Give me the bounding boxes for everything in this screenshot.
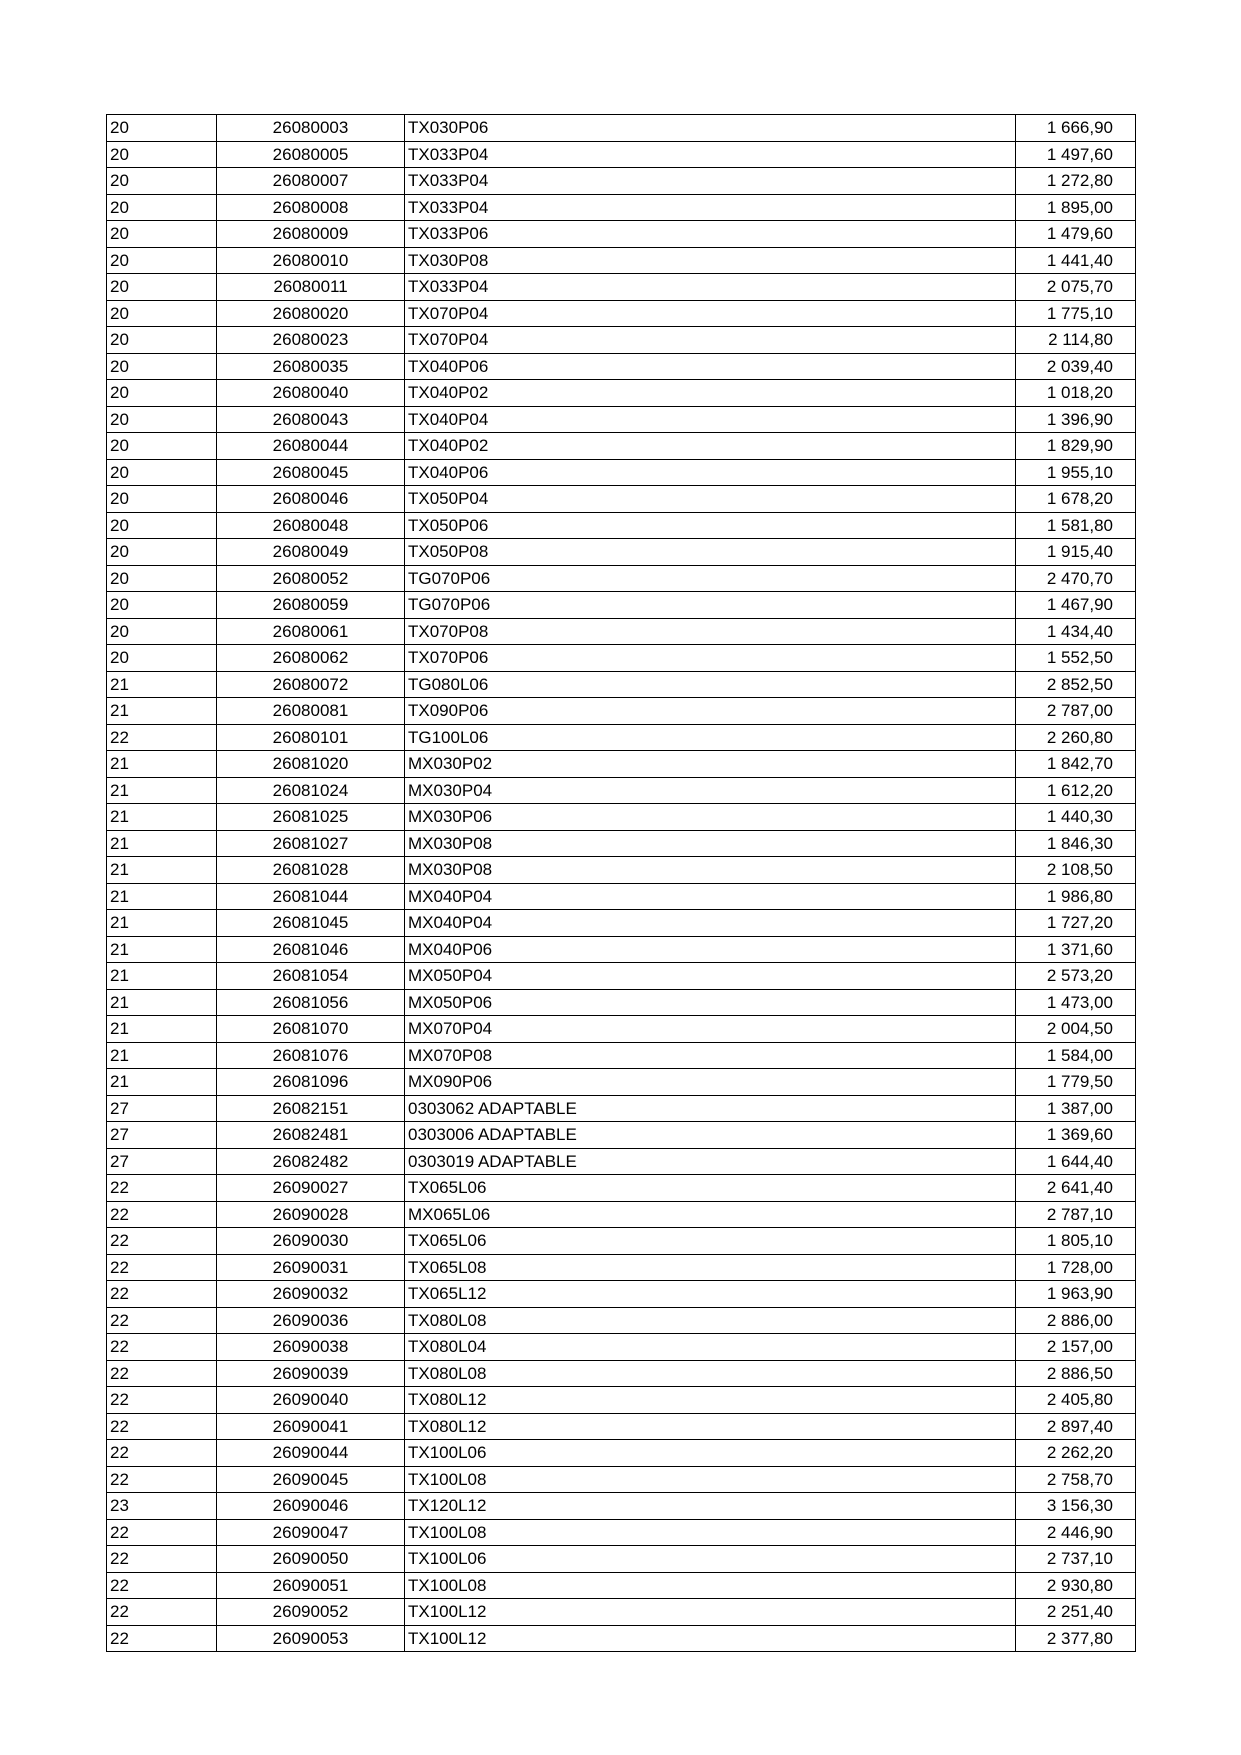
article-code-cell: 26080101 — [217, 724, 405, 751]
table-row — [107, 221, 1136, 248]
reference-cell: TX070P04 — [405, 300, 1016, 327]
group-cell: 22 — [107, 1254, 217, 1281]
article-code-cell: 26080052 — [217, 565, 405, 592]
table-row — [107, 433, 1136, 460]
reference-cell: MX070P04 — [405, 1016, 1016, 1043]
reference-cell: 0303019 ADAPTABLE — [405, 1148, 1016, 1175]
table-row — [107, 1069, 1136, 1096]
table-row — [107, 539, 1136, 566]
table-row — [107, 910, 1136, 937]
group-cell: 21 — [107, 698, 217, 725]
table-row — [107, 724, 1136, 751]
group-cell: 22 — [107, 1466, 217, 1493]
table-row — [107, 1307, 1136, 1334]
reference-cell: TX050P08 — [405, 539, 1016, 566]
group-cell: 20 — [107, 512, 217, 539]
price-cell: 2 251,40 — [1016, 1599, 1136, 1626]
article-code-cell: 26081054 — [217, 963, 405, 990]
group-cell: 20 — [107, 274, 217, 301]
table-row — [107, 1334, 1136, 1361]
article-code-cell: 26080009 — [217, 221, 405, 248]
reference-cell: TX090P06 — [405, 698, 1016, 725]
group-cell: 20 — [107, 115, 217, 142]
price-cell: 1 467,90 — [1016, 592, 1136, 619]
reference-cell: MX030P02 — [405, 751, 1016, 778]
group-cell: 20 — [107, 433, 217, 460]
article-code-cell: 26090027 — [217, 1175, 405, 1202]
group-cell: 22 — [107, 1572, 217, 1599]
group-cell: 22 — [107, 1228, 217, 1255]
reference-cell: TX033P04 — [405, 274, 1016, 301]
reference-cell: TX070P04 — [405, 327, 1016, 354]
price-cell: 2 004,50 — [1016, 1016, 1136, 1043]
group-cell: 21 — [107, 910, 217, 937]
article-code-cell: 26081096 — [217, 1069, 405, 1096]
price-cell: 2 641,40 — [1016, 1175, 1136, 1202]
group-cell: 21 — [107, 989, 217, 1016]
article-code-cell: 26080035 — [217, 353, 405, 380]
article-code-cell: 26090041 — [217, 1413, 405, 1440]
article-code-cell: 26081076 — [217, 1042, 405, 1069]
reference-cell: MX030P08 — [405, 857, 1016, 884]
price-cell: 1 986,80 — [1016, 883, 1136, 910]
table-row — [107, 883, 1136, 910]
price-cell: 1 479,60 — [1016, 221, 1136, 248]
reference-cell: TX065L12 — [405, 1281, 1016, 1308]
reference-cell: TX080L04 — [405, 1334, 1016, 1361]
reference-cell: TX065L08 — [405, 1254, 1016, 1281]
article-code-cell: 26080023 — [217, 327, 405, 354]
table-row — [107, 380, 1136, 407]
group-cell: 20 — [107, 645, 217, 672]
reference-cell: TX033P06 — [405, 221, 1016, 248]
price-cell: 1 678,20 — [1016, 486, 1136, 513]
group-cell: 20 — [107, 247, 217, 274]
group-cell: 22 — [107, 1625, 217, 1652]
group-cell: 20 — [107, 300, 217, 327]
reference-cell: TX065L06 — [405, 1228, 1016, 1255]
reference-cell: TX070P08 — [405, 618, 1016, 645]
table-row — [107, 777, 1136, 804]
table-row — [107, 1519, 1136, 1546]
group-cell: 20 — [107, 380, 217, 407]
reference-cell: MX050P06 — [405, 989, 1016, 1016]
group-cell: 22 — [107, 1546, 217, 1573]
reference-cell: TX040P06 — [405, 459, 1016, 486]
group-cell: 20 — [107, 141, 217, 168]
group-cell: 21 — [107, 671, 217, 698]
article-code-cell: 26082481 — [217, 1122, 405, 1149]
table-row — [107, 592, 1136, 619]
price-cell: 1 666,90 — [1016, 115, 1136, 142]
price-cell: 2 114,80 — [1016, 327, 1136, 354]
price-cell: 2 108,50 — [1016, 857, 1136, 884]
reference-cell: MX090P06 — [405, 1069, 1016, 1096]
article-code-cell: 26080011 — [217, 274, 405, 301]
reference-cell: 0303006 ADAPTABLE — [405, 1122, 1016, 1149]
table-row — [107, 115, 1136, 142]
table-row — [107, 274, 1136, 301]
group-cell: 21 — [107, 883, 217, 910]
table-row — [107, 247, 1136, 274]
article-code-cell: 26081046 — [217, 936, 405, 963]
reference-cell: TX065L06 — [405, 1175, 1016, 1202]
article-code-cell: 26090051 — [217, 1572, 405, 1599]
table-row — [107, 1175, 1136, 1202]
reference-cell: MX030P08 — [405, 830, 1016, 857]
article-code-cell: 26090040 — [217, 1387, 405, 1414]
price-cell: 2 852,50 — [1016, 671, 1136, 698]
article-code-cell: 26080010 — [217, 247, 405, 274]
group-cell: 21 — [107, 857, 217, 884]
group-cell: 21 — [107, 936, 217, 963]
table-row — [107, 1360, 1136, 1387]
reference-cell: MX070P08 — [405, 1042, 1016, 1069]
reference-cell: MX030P06 — [405, 804, 1016, 831]
price-cell: 1 497,60 — [1016, 141, 1136, 168]
price-cell: 1 805,10 — [1016, 1228, 1136, 1255]
price-cell: 1 955,10 — [1016, 459, 1136, 486]
price-cell: 2 886,00 — [1016, 1307, 1136, 1334]
article-code-cell: 26090038 — [217, 1334, 405, 1361]
price-cell: 2 157,00 — [1016, 1334, 1136, 1361]
article-code-cell: 26081056 — [217, 989, 405, 1016]
group-cell: 22 — [107, 1413, 217, 1440]
price-cell: 1 584,00 — [1016, 1042, 1136, 1069]
group-cell: 20 — [107, 221, 217, 248]
reference-cell: TX040P06 — [405, 353, 1016, 380]
article-code-cell: 26080049 — [217, 539, 405, 566]
table-row — [107, 168, 1136, 195]
group-cell: 20 — [107, 592, 217, 619]
price-cell: 1 441,40 — [1016, 247, 1136, 274]
table-row — [107, 830, 1136, 857]
table-row — [107, 645, 1136, 672]
reference-cell: TX100L12 — [405, 1625, 1016, 1652]
reference-cell: TX100L12 — [405, 1599, 1016, 1626]
group-cell: 20 — [107, 565, 217, 592]
reference-cell: MX065L06 — [405, 1201, 1016, 1228]
article-code-cell: 26080008 — [217, 194, 405, 221]
article-code-cell: 26080061 — [217, 618, 405, 645]
group-cell: 21 — [107, 751, 217, 778]
article-code-cell: 26090031 — [217, 1254, 405, 1281]
table-row — [107, 1281, 1136, 1308]
table-row — [107, 194, 1136, 221]
price-cell: 1 963,90 — [1016, 1281, 1136, 1308]
group-cell: 21 — [107, 1069, 217, 1096]
reference-cell: TX080L08 — [405, 1307, 1016, 1334]
reference-cell: TX080L08 — [405, 1360, 1016, 1387]
article-code-cell: 26082482 — [217, 1148, 405, 1175]
article-code-cell: 26081045 — [217, 910, 405, 937]
article-code-cell: 26090036 — [217, 1307, 405, 1334]
reference-cell: TG070P06 — [405, 565, 1016, 592]
price-table — [106, 114, 1136, 1652]
article-code-cell: 26080007 — [217, 168, 405, 195]
price-cell: 1 846,30 — [1016, 830, 1136, 857]
price-cell: 2 446,90 — [1016, 1519, 1136, 1546]
group-cell: 27 — [107, 1148, 217, 1175]
reference-cell: TG070P06 — [405, 592, 1016, 619]
group-cell: 22 — [107, 1175, 217, 1202]
table-row — [107, 1466, 1136, 1493]
group-cell: 22 — [107, 1599, 217, 1626]
price-cell: 2 573,20 — [1016, 963, 1136, 990]
article-code-cell: 26090046 — [217, 1493, 405, 1520]
price-cell: 1 272,80 — [1016, 168, 1136, 195]
reference-cell: MX040P06 — [405, 936, 1016, 963]
table-row — [107, 698, 1136, 725]
price-cell: 1 728,00 — [1016, 1254, 1136, 1281]
table-row — [107, 1572, 1136, 1599]
price-cell: 2 737,10 — [1016, 1546, 1136, 1573]
table-row — [107, 804, 1136, 831]
reference-cell: TX040P02 — [405, 380, 1016, 407]
price-cell: 1 440,30 — [1016, 804, 1136, 831]
table-row — [107, 1122, 1136, 1149]
price-cell: 1 915,40 — [1016, 539, 1136, 566]
group-cell: 21 — [107, 777, 217, 804]
reference-cell: TX100L06 — [405, 1440, 1016, 1467]
group-cell: 22 — [107, 1360, 217, 1387]
group-cell: 21 — [107, 1042, 217, 1069]
price-cell: 1 552,50 — [1016, 645, 1136, 672]
reference-cell: TX033P04 — [405, 168, 1016, 195]
price-cell: 1 581,80 — [1016, 512, 1136, 539]
price-cell: 1 829,90 — [1016, 433, 1136, 460]
table-row — [107, 1493, 1136, 1520]
group-cell: 20 — [107, 327, 217, 354]
article-code-cell: 26090030 — [217, 1228, 405, 1255]
price-cell: 1 644,40 — [1016, 1148, 1136, 1175]
article-code-cell: 26081044 — [217, 883, 405, 910]
reference-cell: TX050P04 — [405, 486, 1016, 513]
reference-cell: TX030P06 — [405, 115, 1016, 142]
article-code-cell: 26080046 — [217, 486, 405, 513]
article-code-cell: 26080003 — [217, 115, 405, 142]
table-row — [107, 459, 1136, 486]
group-cell: 22 — [107, 1440, 217, 1467]
table-row — [107, 751, 1136, 778]
group-cell: 21 — [107, 963, 217, 990]
table-row — [107, 1387, 1136, 1414]
price-cell: 1 396,90 — [1016, 406, 1136, 433]
table-row — [107, 989, 1136, 1016]
table-row — [107, 300, 1136, 327]
article-code-cell: 26090050 — [217, 1546, 405, 1573]
group-cell: 20 — [107, 168, 217, 195]
reference-cell: TG080L06 — [405, 671, 1016, 698]
table-row — [107, 857, 1136, 884]
reference-cell: TX050P06 — [405, 512, 1016, 539]
reference-cell: TX100L08 — [405, 1572, 1016, 1599]
group-cell: 27 — [107, 1122, 217, 1149]
article-code-cell: 26080043 — [217, 406, 405, 433]
article-code-cell: 26080005 — [217, 141, 405, 168]
article-code-cell: 26080081 — [217, 698, 405, 725]
price-cell: 1 018,20 — [1016, 380, 1136, 407]
price-cell: 2 470,70 — [1016, 565, 1136, 592]
article-code-cell: 26090045 — [217, 1466, 405, 1493]
reference-cell: TG100L06 — [405, 724, 1016, 751]
article-code-cell: 26090053 — [217, 1625, 405, 1652]
price-cell: 2 758,70 — [1016, 1466, 1136, 1493]
table-row — [107, 1546, 1136, 1573]
price-cell: 2 377,80 — [1016, 1625, 1136, 1652]
article-code-cell: 26080059 — [217, 592, 405, 619]
table-row — [107, 1413, 1136, 1440]
price-table-body — [107, 115, 1136, 1652]
article-code-cell: 26090028 — [217, 1201, 405, 1228]
reference-cell: TX040P02 — [405, 433, 1016, 460]
reference-cell: TX120L12 — [405, 1493, 1016, 1520]
article-code-cell: 26081025 — [217, 804, 405, 831]
article-code-cell: 26081027 — [217, 830, 405, 857]
article-code-cell: 26090052 — [217, 1599, 405, 1626]
table-row — [107, 1201, 1136, 1228]
group-cell: 20 — [107, 618, 217, 645]
reference-cell: MX040P04 — [405, 883, 1016, 910]
article-code-cell: 26090047 — [217, 1519, 405, 1546]
reference-cell: MX040P04 — [405, 910, 1016, 937]
table-row — [107, 1228, 1136, 1255]
reference-cell: MX030P04 — [405, 777, 1016, 804]
price-cell: 1 371,60 — [1016, 936, 1136, 963]
price-cell: 1 434,40 — [1016, 618, 1136, 645]
reference-cell: TX033P04 — [405, 141, 1016, 168]
price-cell: 2 260,80 — [1016, 724, 1136, 751]
group-cell: 20 — [107, 486, 217, 513]
article-code-cell: 26080020 — [217, 300, 405, 327]
table-row — [107, 406, 1136, 433]
group-cell: 22 — [107, 1201, 217, 1228]
price-cell: 2 075,70 — [1016, 274, 1136, 301]
price-cell: 1 727,20 — [1016, 910, 1136, 937]
table-row — [107, 1042, 1136, 1069]
group-cell: 22 — [107, 1387, 217, 1414]
table-row — [107, 141, 1136, 168]
reference-cell: TX100L08 — [405, 1519, 1016, 1546]
reference-cell: TX100L06 — [405, 1546, 1016, 1573]
price-cell: 3 156,30 — [1016, 1493, 1136, 1520]
table-row — [107, 1095, 1136, 1122]
article-code-cell: 26080040 — [217, 380, 405, 407]
group-cell: 22 — [107, 1281, 217, 1308]
price-cell: 2 787,00 — [1016, 698, 1136, 725]
price-cell: 2 787,10 — [1016, 1201, 1136, 1228]
table-row — [107, 1440, 1136, 1467]
group-cell: 20 — [107, 539, 217, 566]
group-cell: 22 — [107, 724, 217, 751]
article-code-cell: 26080044 — [217, 433, 405, 460]
price-cell: 2 039,40 — [1016, 353, 1136, 380]
article-code-cell: 26081024 — [217, 777, 405, 804]
price-cell: 1 775,10 — [1016, 300, 1136, 327]
article-code-cell: 26090044 — [217, 1440, 405, 1467]
reference-cell: 0303062 ADAPTABLE — [405, 1095, 1016, 1122]
group-cell: 27 — [107, 1095, 217, 1122]
table-row — [107, 963, 1136, 990]
group-cell: 20 — [107, 353, 217, 380]
table-row — [107, 565, 1136, 592]
reference-cell: TX080L12 — [405, 1387, 1016, 1414]
group-cell: 20 — [107, 194, 217, 221]
group-cell: 21 — [107, 804, 217, 831]
reference-cell: TX030P08 — [405, 247, 1016, 274]
group-cell: 22 — [107, 1307, 217, 1334]
price-cell: 2 886,50 — [1016, 1360, 1136, 1387]
table-row — [107, 1148, 1136, 1175]
price-cell: 2 405,80 — [1016, 1387, 1136, 1414]
article-code-cell: 26080072 — [217, 671, 405, 698]
price-cell: 1 842,70 — [1016, 751, 1136, 778]
group-cell: 21 — [107, 1016, 217, 1043]
reference-cell: TX033P04 — [405, 194, 1016, 221]
table-row — [107, 1254, 1136, 1281]
article-code-cell: 26080048 — [217, 512, 405, 539]
price-cell: 1 612,20 — [1016, 777, 1136, 804]
article-code-cell: 26090032 — [217, 1281, 405, 1308]
article-code-cell: 26081020 — [217, 751, 405, 778]
article-code-cell: 26090039 — [217, 1360, 405, 1387]
group-cell: 23 — [107, 1493, 217, 1520]
article-code-cell: 26080062 — [217, 645, 405, 672]
group-cell: 20 — [107, 459, 217, 486]
reference-cell: TX040P04 — [405, 406, 1016, 433]
table-row — [107, 1625, 1136, 1652]
table-row — [107, 1016, 1136, 1043]
article-code-cell: 26081070 — [217, 1016, 405, 1043]
price-cell: 1 369,60 — [1016, 1122, 1136, 1149]
price-cell: 2 930,80 — [1016, 1572, 1136, 1599]
article-code-cell: 26082151 — [217, 1095, 405, 1122]
price-cell: 1 473,00 — [1016, 989, 1136, 1016]
table-row — [107, 327, 1136, 354]
reference-cell: TX070P06 — [405, 645, 1016, 672]
reference-cell: MX050P04 — [405, 963, 1016, 990]
reference-cell: TX080L12 — [405, 1413, 1016, 1440]
table-row — [107, 486, 1136, 513]
group-cell: 22 — [107, 1519, 217, 1546]
price-cell: 2 897,40 — [1016, 1413, 1136, 1440]
table-row — [107, 618, 1136, 645]
group-cell: 21 — [107, 830, 217, 857]
table-row — [107, 671, 1136, 698]
group-cell: 20 — [107, 406, 217, 433]
group-cell: 22 — [107, 1334, 217, 1361]
price-cell: 1 895,00 — [1016, 194, 1136, 221]
article-code-cell: 26081028 — [217, 857, 405, 884]
reference-cell: TX100L08 — [405, 1466, 1016, 1493]
table-row — [107, 936, 1136, 963]
price-cell: 1 779,50 — [1016, 1069, 1136, 1096]
table-row — [107, 512, 1136, 539]
price-cell: 1 387,00 — [1016, 1095, 1136, 1122]
price-cell: 2 262,20 — [1016, 1440, 1136, 1467]
table-row — [107, 353, 1136, 380]
article-code-cell: 26080045 — [217, 459, 405, 486]
table-row — [107, 1599, 1136, 1626]
